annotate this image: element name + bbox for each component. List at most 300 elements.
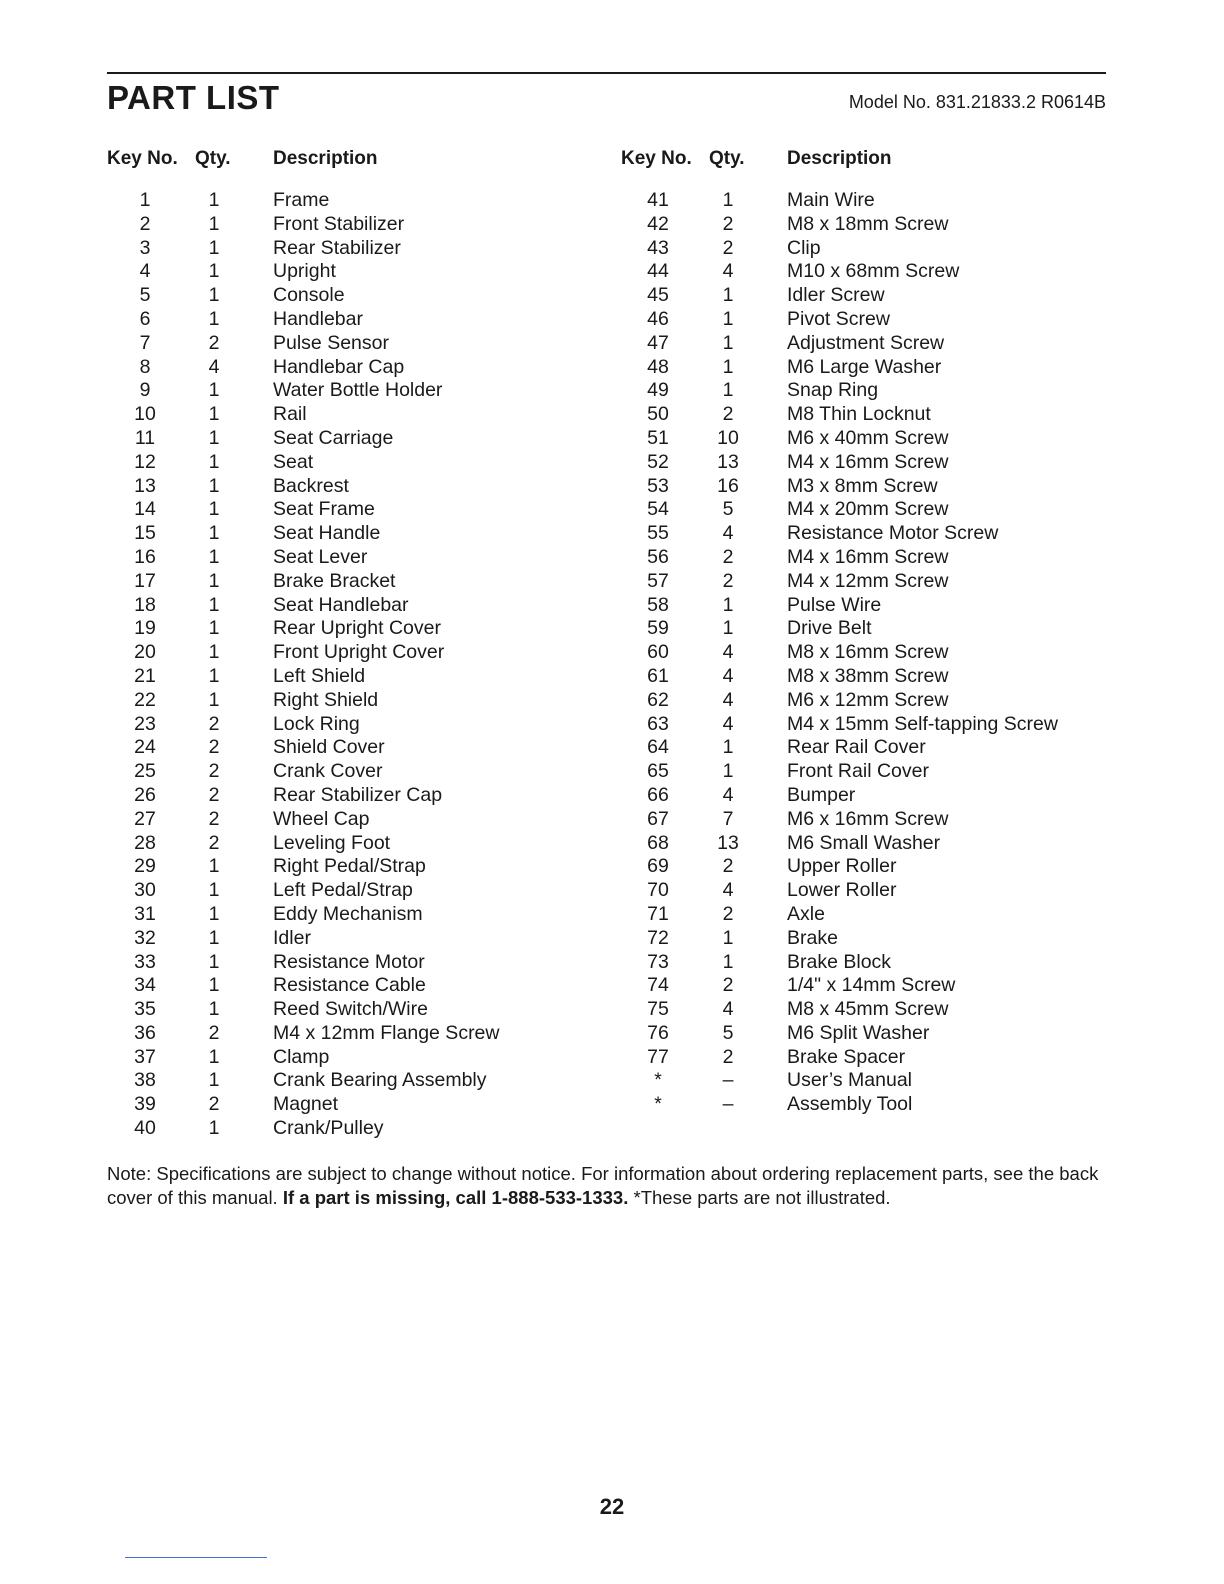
quantity: 1 [208, 379, 220, 402]
quantity: 2 [208, 1093, 220, 1116]
key-number: 6 [139, 307, 151, 330]
quantity: 2 [208, 712, 220, 735]
table-row [612, 617, 1224, 641]
quantity: 2 [208, 1021, 220, 1044]
description: Rear Stabilizer Cap [273, 783, 443, 806]
table-row [612, 403, 1224, 427]
table-row [0, 855, 612, 879]
table-row [612, 713, 1224, 737]
table-row [612, 974, 1224, 998]
header-desc-left: Description [273, 148, 378, 169]
key-number: 49 [647, 379, 669, 402]
table-row [0, 689, 612, 713]
table-row [612, 879, 1224, 903]
quantity: 1 [722, 331, 734, 354]
quantity: 1 [208, 403, 220, 426]
key-number: 72 [647, 926, 669, 949]
quantity: 2 [722, 212, 734, 235]
key-number: 9 [139, 379, 151, 402]
table-row [612, 570, 1224, 594]
description: M6 Split Washer [787, 1021, 930, 1044]
description: Pulse Wire [787, 593, 882, 616]
description: Seat Lever [273, 545, 368, 568]
description: Reed Switch/Wire [273, 998, 428, 1021]
quantity: 2 [722, 1045, 734, 1068]
description: Rail [273, 403, 307, 426]
table-row [612, 760, 1224, 784]
table-row [0, 927, 612, 951]
quantity: 4 [722, 712, 734, 735]
key-number: 34 [134, 974, 156, 997]
header-key-left: Key No. [107, 148, 178, 169]
key-number: 66 [647, 783, 669, 806]
quantity: 1 [208, 641, 220, 664]
key-number: 46 [647, 307, 669, 330]
description: M10 x 68mm Screw [787, 260, 960, 283]
table-row [612, 451, 1224, 475]
key-number: 41 [647, 189, 669, 211]
quantity: – [722, 1093, 734, 1116]
description: Front Upright Cover [273, 641, 445, 664]
quantity: 2 [208, 783, 220, 806]
key-number: 67 [647, 807, 669, 830]
description: Backrest [273, 474, 349, 497]
description: Left Pedal/Strap [273, 879, 413, 902]
key-number: 45 [647, 284, 669, 307]
description: Drive Belt [787, 617, 872, 640]
key-number: 39 [134, 1093, 156, 1116]
quantity: 1 [208, 426, 220, 449]
quantity: 1 [722, 593, 734, 616]
description: Main Wire [787, 189, 875, 211]
header-desc-right: Description [787, 148, 892, 169]
quantity: 1 [208, 855, 220, 878]
quantity: 1 [722, 736, 734, 759]
description: Bumper [787, 783, 856, 806]
quantity: 1 [208, 1117, 220, 1140]
key-number: 71 [647, 902, 669, 925]
table-row [0, 665, 612, 689]
key-number: 4 [139, 260, 151, 283]
table-row [612, 855, 1224, 879]
table-row [612, 641, 1224, 665]
quantity: 2 [208, 807, 220, 830]
key-number: 53 [647, 474, 669, 497]
page-title: PART LIST [107, 79, 280, 116]
key-number: 33 [134, 950, 156, 973]
description: Front Stabilizer [273, 212, 405, 235]
key-number: 36 [134, 1021, 156, 1044]
top-rule [107, 72, 1106, 74]
quantity: 1 [208, 664, 220, 687]
table-row [0, 641, 612, 665]
description: Crank Bearing Assembly [273, 1069, 487, 1092]
description: Rear Stabilizer [273, 236, 401, 259]
table-row [0, 713, 612, 737]
description: M6 Large Washer [787, 355, 942, 378]
parts-table-right [612, 189, 1224, 1117]
table-row [612, 356, 1224, 380]
quantity: 5 [722, 498, 734, 521]
quantity: 16 [717, 474, 739, 497]
table-row [0, 951, 612, 975]
quantity: 4 [722, 879, 734, 902]
table-row [0, 284, 612, 308]
key-number: 8 [139, 355, 151, 378]
quantity: 5 [722, 1021, 734, 1044]
table-row [0, 808, 612, 832]
description: Upright [273, 260, 336, 283]
table-row [0, 475, 612, 499]
key-number: 70 [647, 879, 669, 902]
description: Resistance Motor [273, 950, 425, 973]
table-row [0, 213, 612, 237]
table-row [612, 689, 1224, 713]
quantity: 2 [722, 403, 734, 426]
model-number: Model No. 831.21833.2 R0614B [848, 92, 1106, 112]
key-number: 27 [134, 807, 156, 830]
table-row [612, 665, 1224, 689]
quantity: 1 [208, 902, 220, 925]
quantity: 1 [722, 760, 734, 783]
table-row [0, 570, 612, 594]
table-row [0, 736, 612, 760]
key-number: 38 [134, 1069, 156, 1092]
description: Resistance Cable [273, 974, 426, 997]
key-number: 61 [647, 664, 669, 687]
table-row [0, 617, 612, 641]
key-number: 22 [134, 688, 156, 711]
table-row [0, 451, 612, 475]
description: M4 x 12mm Screw [787, 569, 949, 592]
key-number: 64 [647, 736, 669, 759]
quantity: 1 [722, 189, 734, 211]
description: Resistance Motor Screw [787, 522, 999, 545]
key-number: 26 [134, 783, 156, 806]
quantity: 1 [208, 879, 220, 902]
quantity: 1 [208, 189, 220, 211]
description: M4 x 20mm Screw [787, 498, 949, 521]
table-row [612, 237, 1224, 261]
description: Water Bottle Holder [273, 379, 443, 402]
header-qty-left: Qty. [195, 148, 231, 169]
table-row [612, 498, 1224, 522]
description: Rear Upright Cover [273, 617, 441, 640]
key-number: 69 [647, 855, 669, 878]
description: Clip [787, 236, 821, 259]
table-row [0, 427, 612, 451]
quantity: 1 [208, 474, 220, 497]
quantity: 1 [722, 284, 734, 307]
description: Eddy Mechanism [273, 902, 423, 925]
table-row [0, 356, 612, 380]
description: Pivot Screw [787, 307, 890, 330]
key-number: 44 [647, 260, 669, 283]
table-row [0, 1093, 612, 1117]
key-number: 47 [647, 331, 669, 354]
key-number: 20 [134, 641, 156, 664]
description: Left Shield [273, 664, 366, 687]
quantity: 1 [208, 498, 220, 521]
table-row [0, 379, 612, 403]
table-row [0, 189, 612, 213]
key-number: 5 [139, 284, 151, 307]
table-row [612, 1046, 1224, 1070]
description: M6 x 40mm Screw [787, 426, 949, 449]
table-row [0, 546, 612, 570]
quantity: 4 [722, 688, 734, 711]
page-number: 22 [599, 1494, 625, 1519]
table-row [612, 998, 1224, 1022]
key-number: 73 [647, 950, 669, 973]
key-number: 37 [134, 1045, 156, 1068]
quantity: 1 [208, 569, 220, 592]
table-row [0, 1069, 612, 1093]
quantity: 1 [208, 998, 220, 1021]
description: Brake Bracket [273, 569, 396, 592]
key-number: 15 [134, 522, 156, 545]
table-row [612, 189, 1224, 213]
quantity: 1 [208, 593, 220, 616]
key-number: * [654, 1069, 662, 1092]
quantity: 1 [208, 284, 220, 307]
quantity: 2 [722, 974, 734, 997]
key-number: 30 [134, 879, 156, 902]
quantity: 1 [722, 950, 734, 973]
description: Front Rail Cover [787, 760, 929, 783]
table-row [0, 784, 612, 808]
quantity: 4 [208, 355, 220, 378]
table-row [612, 594, 1224, 618]
description: M6 x 16mm Screw [787, 807, 949, 830]
table-row [612, 427, 1224, 451]
key-number: 35 [134, 998, 156, 1021]
table-row [0, 1046, 612, 1070]
quantity: 1 [208, 307, 220, 330]
description: 1/4" x 14mm Screw [787, 974, 956, 997]
key-number: 50 [647, 403, 669, 426]
description: Leveling Foot [273, 831, 391, 854]
description: Crank Cover [273, 760, 383, 783]
table-row [612, 832, 1224, 856]
description: M4 x 16mm Screw [787, 450, 949, 473]
key-number: 51 [647, 426, 669, 449]
description: Seat Frame [273, 498, 375, 521]
table-row [0, 903, 612, 927]
description: Crank/Pulley [273, 1117, 384, 1140]
key-number: 24 [134, 736, 156, 759]
quantity: 1 [208, 950, 220, 973]
quantity: 1 [208, 1045, 220, 1068]
description: M8 x 45mm Screw [787, 998, 949, 1021]
table-row [612, 475, 1224, 499]
key-number: 48 [647, 355, 669, 378]
description: Magnet [273, 1093, 339, 1116]
description: M8 Thin Locknut [787, 403, 931, 426]
description: Shield Cover [273, 736, 385, 759]
description: M6 x 12mm Screw [787, 688, 949, 711]
parts-table-left [0, 189, 612, 1141]
note-missing-part-call: If a part is missing, call 1-888-533-1333. [282, 1187, 629, 1208]
quantity: 4 [722, 641, 734, 664]
note-text: Note: Specifications are subject to change without notice. For information about ordering replacement parts, see the back cover of this manual. [107, 1163, 1099, 1208]
table-row [0, 760, 612, 784]
description: M3 x 8mm Screw [787, 474, 938, 497]
table-row [0, 332, 612, 356]
key-number: 7 [139, 331, 151, 354]
quantity: 2 [208, 331, 220, 354]
quantity: 2 [722, 569, 734, 592]
key-number: 28 [134, 831, 156, 854]
key-number: 19 [134, 617, 156, 640]
quantity: 2 [722, 902, 734, 925]
table-row [0, 498, 612, 522]
table-row [612, 379, 1224, 403]
key-number: 12 [134, 450, 156, 473]
quantity: 1 [208, 926, 220, 949]
description: M8 x 18mm Screw [787, 212, 949, 235]
key-number: 32 [134, 926, 156, 949]
description: Right Shield [273, 688, 379, 711]
quantity: – [722, 1069, 734, 1092]
key-number: * [654, 1093, 662, 1116]
key-number: 3 [139, 236, 151, 259]
quantity: 1 [208, 450, 220, 473]
quantity: 4 [722, 998, 734, 1021]
key-number: 10 [134, 403, 156, 426]
table-row [612, 1069, 1224, 1093]
description: M4 x 15mm Self-tapping Screw [787, 712, 1058, 735]
key-number: 42 [647, 212, 669, 235]
quantity: 1 [722, 926, 734, 949]
key-number: 75 [647, 998, 669, 1021]
key-number: 17 [134, 569, 156, 592]
table-row [612, 927, 1224, 951]
description: M8 x 16mm Screw [787, 641, 949, 664]
description: Brake Spacer [787, 1045, 906, 1068]
quantity: 1 [208, 212, 220, 235]
description: M4 x 12mm Flange Screw [273, 1021, 500, 1044]
key-number: 55 [647, 522, 669, 545]
quantity: 2 [208, 736, 220, 759]
table-row [612, 308, 1224, 332]
description: Frame [273, 189, 330, 211]
key-number: 40 [134, 1117, 156, 1140]
table-row [612, 546, 1224, 570]
key-number: 60 [647, 641, 669, 664]
key-number: 16 [134, 545, 156, 568]
quantity: 1 [208, 1069, 220, 1092]
key-number: 21 [134, 664, 156, 687]
table-row [612, 332, 1224, 356]
table-row [0, 594, 612, 618]
quantity: 4 [722, 522, 734, 545]
description: Pulse Sensor [273, 331, 389, 354]
quantity: 4 [722, 260, 734, 283]
description: Snap Ring [787, 379, 879, 402]
table-row [0, 832, 612, 856]
key-number: 18 [134, 593, 156, 616]
key-number: 43 [647, 236, 669, 259]
key-number: 13 [134, 474, 156, 497]
description: Console [273, 284, 345, 307]
description: Handlebar Cap [273, 355, 405, 378]
table-row [0, 308, 612, 332]
description: M6 Small Washer [787, 831, 941, 854]
table-row [0, 403, 612, 427]
description: Idler [273, 926, 311, 949]
quantity: 1 [208, 617, 220, 640]
table-row [612, 1022, 1224, 1046]
quantity: 4 [722, 783, 734, 806]
table-row [612, 903, 1224, 927]
table-row [0, 237, 612, 261]
key-number: 58 [647, 593, 669, 616]
table-row [0, 879, 612, 903]
quantity: 1 [722, 379, 734, 402]
quantity: 4 [722, 664, 734, 687]
key-number: 57 [647, 569, 669, 592]
description: Seat [273, 450, 314, 473]
note-not-illustrated: *These parts are not illustrated. [628, 1187, 891, 1208]
quantity: 1 [208, 260, 220, 283]
key-number: 2 [139, 212, 151, 235]
description: Seat Handle [273, 522, 381, 545]
table-row [612, 808, 1224, 832]
table-row [0, 260, 612, 284]
quantity: 2 [208, 831, 220, 854]
description: User’s Manual [787, 1069, 912, 1092]
description: Wheel Cap [273, 807, 370, 830]
key-number: 14 [134, 498, 156, 521]
key-number: 1 [139, 189, 151, 211]
key-number: 25 [134, 760, 156, 783]
quantity: 1 [722, 307, 734, 330]
header-key-right: Key No. [621, 148, 692, 169]
quantity: 1 [208, 236, 220, 259]
quantity: 2 [722, 855, 734, 878]
key-number: 31 [134, 902, 156, 925]
quantity: 1 [208, 545, 220, 568]
description: Brake Block [787, 950, 892, 973]
key-number: 77 [647, 1045, 669, 1068]
quantity: 2 [208, 760, 220, 783]
key-number: 76 [647, 1021, 669, 1044]
description: Lock Ring [273, 712, 360, 735]
description: Idler Screw [787, 284, 885, 307]
description: Axle [787, 902, 825, 925]
header-qty-right: Qty. [709, 148, 745, 169]
description: Brake [787, 926, 838, 949]
key-number: 29 [134, 855, 156, 878]
description: M4 x 16mm Screw [787, 545, 949, 568]
key-number: 23 [134, 712, 156, 735]
description: Seat Handlebar [273, 593, 409, 616]
table-row [612, 1093, 1224, 1117]
key-number: 62 [647, 688, 669, 711]
quantity: 7 [722, 807, 734, 830]
table-row [612, 284, 1224, 308]
table-row [0, 522, 612, 546]
description: Assembly Tool [787, 1093, 913, 1116]
key-number: 65 [647, 760, 669, 783]
key-number: 68 [647, 831, 669, 854]
quantity: 1 [208, 974, 220, 997]
table-row [612, 784, 1224, 808]
table-row [612, 260, 1224, 284]
key-number: 54 [647, 498, 669, 521]
description: Adjustment Screw [787, 331, 945, 354]
